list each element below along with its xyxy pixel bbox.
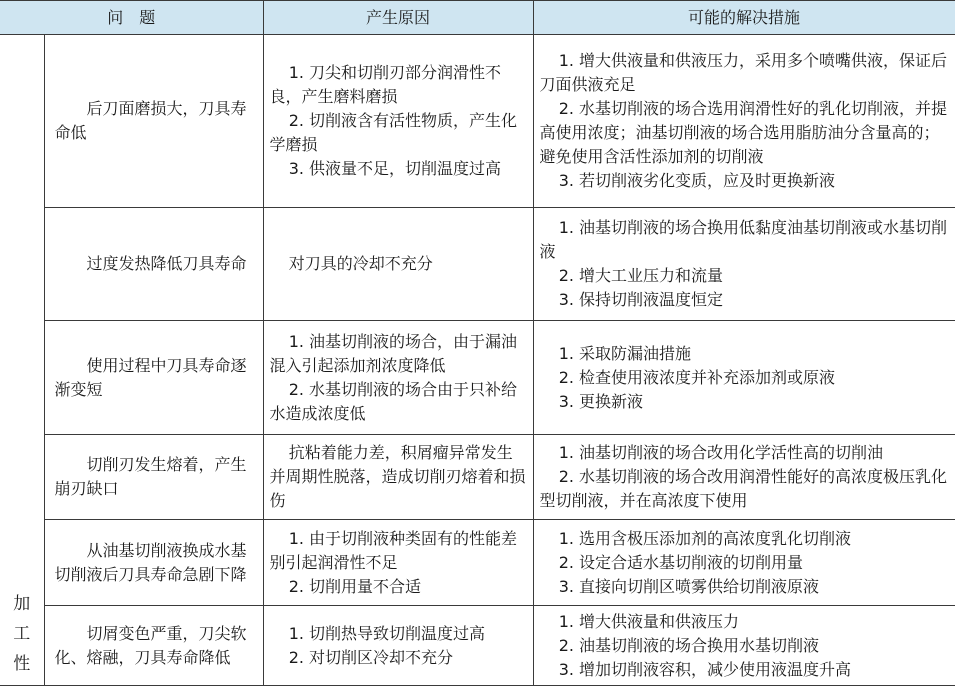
solution-cell: 1. 油基切削液的场合换用低黏度油基切削液或水基切削液 2. 增大工业压力和流量 3. 保持切削液温度恒定 xyxy=(533,208,955,321)
problem-cell: 切削刃发生熔着，产生崩刃缺口 xyxy=(44,435,263,520)
category-char: 性 xyxy=(13,654,31,674)
table-row xyxy=(0,35,955,208)
problem-cell: 切屑变色严重，刀尖软化、熔融，刀具寿命降低 xyxy=(44,606,263,686)
table-row xyxy=(0,208,955,321)
cause-cell: 1. 油基切削液的场合，由于漏油混入引起添加剂浓度降低 2. 水基切削液的场合由于只补给水造成浓度低 xyxy=(263,321,533,435)
category-char: 加 xyxy=(13,594,31,614)
table-row xyxy=(0,321,955,435)
table-row xyxy=(0,520,955,606)
cause-cell: 抗粘着能力差，积屑瘤异常发生并周期性脱落，造成切削刃熔着和损伤 xyxy=(263,435,533,520)
problem-cell: 从油基切削液换成水基切削液后刀具寿命急剧下降 xyxy=(44,520,263,606)
cause-cell: 1. 刀尖和切削刃部分润滑性不良，产生磨料磨损 2. 切削液含有活性物质，产生化学磨损 3. 供液量不足，切削温度过高 xyxy=(263,35,533,208)
table-row xyxy=(0,606,955,686)
cause-cell: 1. 切削热导致切削温度过高 2. 对切削区冷却不充分 xyxy=(263,606,533,686)
header-problem: 问 题 xyxy=(0,1,263,35)
problem-cell: 后刀面磨损大，刀具寿命低 xyxy=(44,35,263,208)
cause-cell: 对刀具的冷却不充分 xyxy=(263,208,533,321)
header-row xyxy=(0,1,955,35)
problem-cell: 过度发热降低刀具寿命 xyxy=(44,208,263,321)
solution-cell: 1. 增大供液量和供液压力，采用多个喷嘴供液，保证后刀面供液充足 2. 水基切削液的场合选用润滑性好的乳化切削液，并提高使用浓度；油基切削液的场合选用脂肪油分含量高的；避免使用含活性添加剂的切削液 3. 若切削液劣化变质，应及时更换新液 xyxy=(533,35,955,208)
solution-cell: 1. 选用含极压添加剂的高浓度乳化切削液 2. 设定合适水基切削液的切削用量 3. 直接向切削区喷雾供给切削液原液 xyxy=(533,520,955,606)
solution-cell: 1. 增大供液量和供液压力 2. 油基切削液的场合换用水基切削液 3. 增加切削液容积，减少使用液温度升高 xyxy=(533,606,955,686)
header-solution: 可能的解决措施 xyxy=(533,1,955,35)
header-cause: 产生原因 xyxy=(263,1,533,35)
category-cell xyxy=(0,35,44,686)
problem-cell: 使用过程中刀具寿命逐渐变短 xyxy=(44,321,263,435)
solution-cell: 1. 油基切削液的场合改用化学活性高的切削油 2. 水基切削液的场合改用润滑性能好的高浓度极压乳化型切削液，并在高浓度下使用 xyxy=(533,435,955,520)
cause-cell: 1. 由于切削液种类固有的性能差别引起润滑性不足 2. 切削用量不合适 xyxy=(263,520,533,606)
solution-cell: 1. 采取防漏油措施 2. 检查使用液浓度并补充添加剂或原液 3. 更换新液 xyxy=(533,321,955,435)
table-row xyxy=(0,435,955,520)
category-char: 工 xyxy=(13,624,31,644)
